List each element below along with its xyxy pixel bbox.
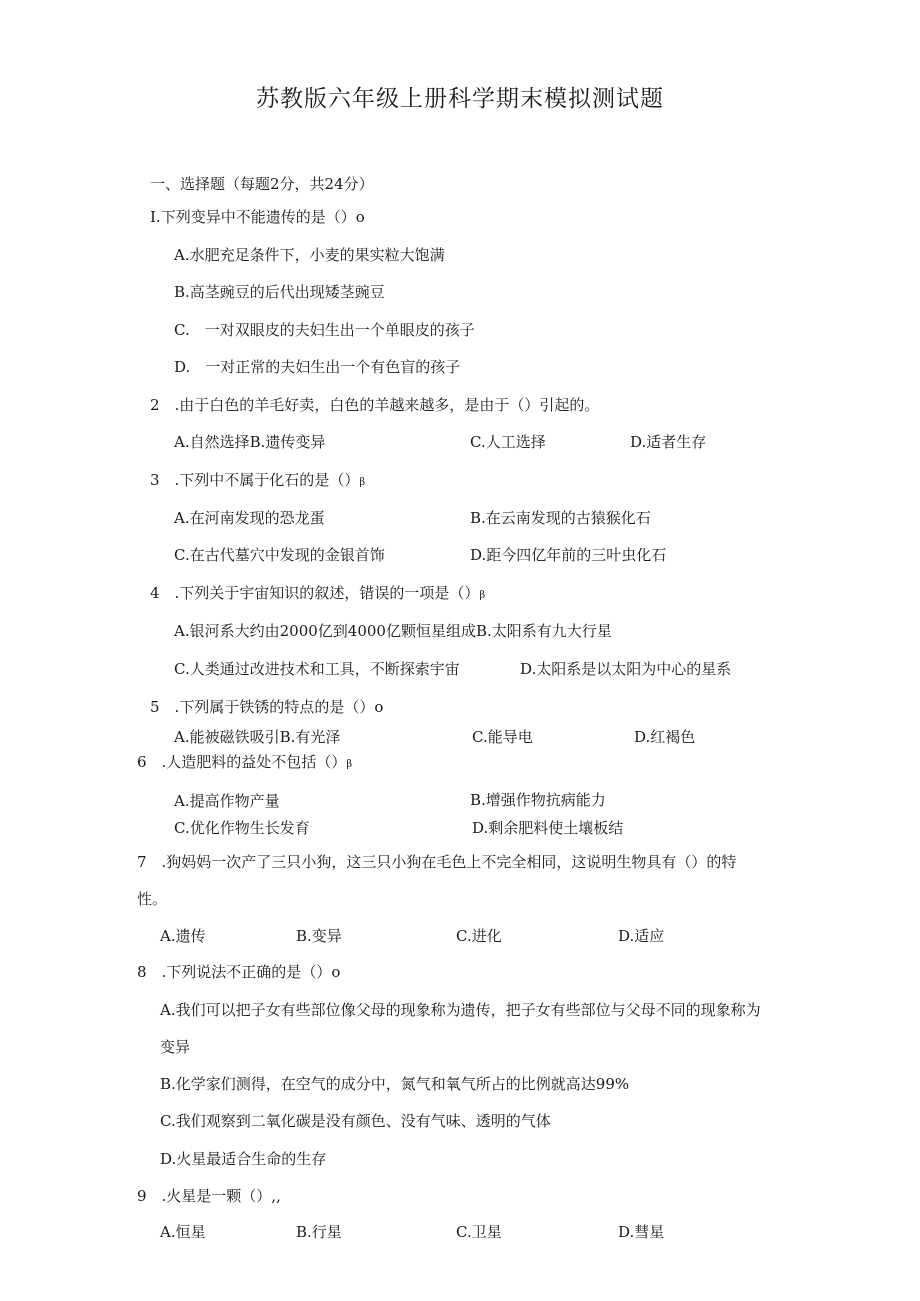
question-3-option-a: A.在河南发现的恐龙蛋 xyxy=(174,509,325,527)
question-4-text: 4 .下列关于宇宙知识的叙述，错误的一项是（） xyxy=(150,584,480,602)
question-9-option-d: D.彗星 xyxy=(618,1223,665,1241)
question-6-option-b: B.增强作物抗病能力 xyxy=(470,791,606,809)
question-4-option-ab: A.银河系大约由2000亿到4000亿颗恒星组成B.太阳系有九大行星 xyxy=(174,622,612,640)
question-4-option-c: C.人类通过改进技术和工具，不断探索宇宙 xyxy=(174,660,460,678)
question-3-option-b: B.在云南发现的古猿猴化石 xyxy=(470,509,651,527)
question-2-option-c: C.人工选择 xyxy=(470,433,546,451)
question-8-option-c: C.我们观察到二氧化碳是没有颜色、没有气味、透明的气体 xyxy=(160,1112,551,1130)
question-7-stem-line1: 7 .狗妈妈一次产了三只小狗，这三只小狗在毛色上不完全相同，这说明生物具有（）的特 xyxy=(137,853,737,871)
question-8-stem: 8 .下列说法不正确的是（）o xyxy=(137,963,341,981)
question-4-option-d: D.太阳系是以太阳为中心的星系 xyxy=(520,660,732,678)
question-1-stem: I.下列变异中不能遗传的是（）o xyxy=(150,208,365,226)
question-7-option-b: B.变异 xyxy=(296,927,342,945)
question-2-stem: 2 .由于白色的羊毛好卖，白色的羊越来越多，是由于（）引起的。 xyxy=(150,396,600,414)
question-9-stem: 9 .火星是一颗（）,, xyxy=(137,1187,281,1205)
question-5-option-c: C.能导电 xyxy=(472,728,533,746)
section-heading: 一、选择题（每题2分，共24分） xyxy=(150,175,374,193)
question-9-option-a: A.恒星 xyxy=(160,1223,206,1241)
question-6-mark: β xyxy=(346,759,353,770)
question-2-option-d: D.适者生存 xyxy=(630,433,707,451)
question-8-option-a-line1: A.我们可以把子女有些部位像父母的现象称为遗传，把子女有些部位与父母不同的现象称为 xyxy=(160,1001,761,1019)
question-4-mark: β xyxy=(479,590,486,601)
question-8-option-a-line2: 变异 xyxy=(160,1038,191,1056)
question-7-option-d: D.适应 xyxy=(618,927,665,945)
question-1-option-b: B.高茎豌豆的后代出现矮茎豌豆 xyxy=(174,283,385,301)
question-4-stem xyxy=(150,583,485,606)
question-3-option-d: D.距今四亿年前的三叶虫化石 xyxy=(470,546,667,564)
question-5-option-ab: A.能被磁铁吸引B.有光泽 xyxy=(174,728,341,746)
question-3-text: 3 .下列中不属于化石的是（） xyxy=(150,471,360,489)
question-6-option-c: C.优化作物生长发育 xyxy=(174,819,310,837)
question-1-option-c: C. 一对双眼皮的夫妇生出一个单眼皮的孩子 xyxy=(174,321,475,339)
question-3-stem xyxy=(150,470,365,493)
question-6-option-d: D.剩余肥料使土壤板结 xyxy=(472,819,624,837)
question-7-option-a: A.遗传 xyxy=(160,927,206,945)
question-9-option-c: C.卫星 xyxy=(456,1223,502,1241)
question-7-stem-line2: 性。 xyxy=(137,890,168,908)
question-3-mark: β xyxy=(359,477,366,488)
question-6-option-a: A.提高作物产量 xyxy=(174,792,280,810)
question-6-stem xyxy=(137,752,352,775)
question-8-option-d: D.火星最适合生命的生存 xyxy=(160,1150,327,1168)
question-1-option-a: A.水肥充足条件下，小麦的果实粒大饱满 xyxy=(174,246,445,264)
question-9-option-b: B.行星 xyxy=(296,1223,342,1241)
question-8-option-b: B.化学家们测得，在空气的成分中，氮气和氧气所占的比例就高达99% xyxy=(160,1075,630,1093)
question-1-option-d: D. 一对正常的夫妇生出一个有色盲的孩子 xyxy=(174,358,461,376)
question-5-option-d: D.红褐色 xyxy=(634,728,696,746)
question-2-option-ab: A.自然选择B.遗传变异 xyxy=(174,433,326,451)
page-title: 苏教版六年级上册科学期末模拟测试题 xyxy=(256,86,664,112)
question-5-stem: 5 .下列属于铁锈的特点的是（）o xyxy=(150,698,384,716)
question-3-option-c: C.在古代墓穴中发现的金银首饰 xyxy=(174,546,385,564)
question-7-option-c: C.进化 xyxy=(456,927,502,945)
question-6-text: 6 .人造肥料的益处不包括（） xyxy=(137,753,347,771)
